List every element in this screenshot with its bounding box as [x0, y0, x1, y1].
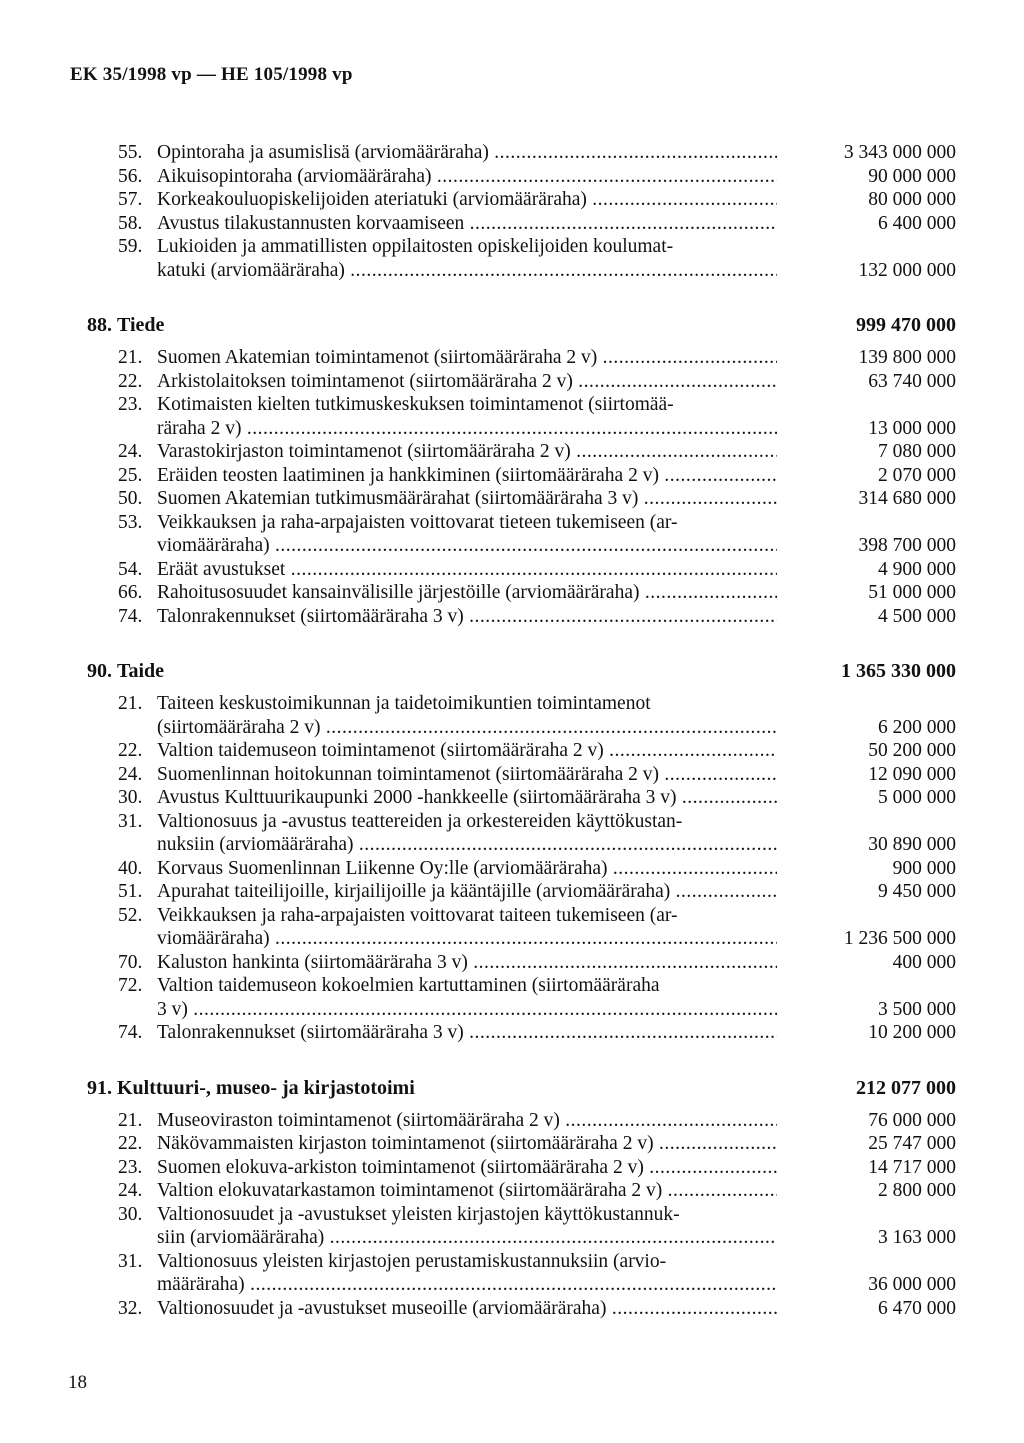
item-description: Arkistolaitoksen toimintamenot (siirtomääräraha 2 v) .....: [157, 370, 777, 394]
item-amount: 1 236 500 000: [843, 928, 956, 949]
item-number: 50.: [118, 488, 143, 509]
budget-item: [0, 235, 1024, 259]
budget-item: [0, 1179, 1024, 1203]
item-description: Suomen Akatemian tutkimusmäärärahat (siirtomääräraha 3 v) .....: [157, 487, 777, 511]
budget-item-continuation: [0, 1226, 1024, 1250]
budget-item: [0, 464, 1024, 488]
item-amount: 7 080 000: [878, 441, 956, 462]
item-description: Avustus tilakustannusten korvaamiseen .....: [157, 212, 777, 236]
item-description: Valtionosuus yleisten kirjastojen perustamiskustannuksiin (arvio-: [157, 1250, 667, 1272]
section-heading: [0, 656, 1024, 686]
item-number: 22.: [118, 740, 143, 761]
item-description: Veikkauksen ja raha-arpajaisten voittovarat taiteen tukemiseen (ar-: [157, 904, 678, 926]
item-amount: 30 890 000: [868, 834, 956, 855]
item-description: katuki (arviomääräraha) .....: [157, 259, 777, 283]
item-number: 58.: [118, 212, 143, 234]
budget-item: [0, 440, 1024, 464]
item-description: Talonrakennukset (siirtomääräraha 3 v) .....: [157, 1021, 777, 1045]
budget-item: [0, 786, 1024, 810]
item-description: Lukioiden ja ammatillisten oppilaitosten opiskelijoiden koulumat-: [157, 236, 674, 257]
item-number: 24.: [118, 1180, 143, 1201]
budget-item-continuation: [0, 259, 1024, 283]
budget-item: [0, 1132, 1024, 1156]
item-description: Näkövammaisten kirjaston toimintamenot (siirtomääräraha 2 v) .....: [157, 1132, 777, 1156]
budget-item-continuation: [0, 1273, 1024, 1297]
budget-item: [0, 1109, 1024, 1133]
item-number: 25.: [118, 464, 143, 486]
budget-item: [0, 904, 1024, 928]
budget-item: [0, 581, 1024, 605]
item-number: 21.: [118, 347, 143, 368]
item-description: Korvaus Suomenlinnan Liikenne Oy:lle (arviomääräraha) .....: [157, 857, 777, 881]
budget-item-continuation: [0, 998, 1024, 1022]
item-amount: 80 000 000: [868, 189, 956, 210]
item-description: Museoviraston toimintamenot (siirtomääräraha 2 v) .....: [157, 1109, 777, 1133]
budget-item: [0, 880, 1024, 904]
item-amount: 90 000 000: [868, 165, 956, 187]
item-description: viomääräraha) .....: [157, 534, 777, 558]
item-number: 21.: [118, 1109, 143, 1131]
section-total: 999 470 000: [856, 314, 956, 336]
budget-item: [0, 188, 1024, 212]
item-number: 31.: [118, 1250, 143, 1272]
budget-item-continuation: [0, 534, 1024, 558]
item-description: Taiteen keskustoimikunnan ja taidetoimikuntien toimintamenot: [157, 693, 651, 714]
item-amount: 3 163 000: [878, 1227, 956, 1248]
item-amount: 2 800 000: [878, 1180, 956, 1201]
item-amount: 139 800 000: [858, 347, 956, 368]
item-number: 40.: [118, 857, 143, 879]
item-amount: 6 470 000: [878, 1297, 956, 1319]
item-amount: 36 000 000: [868, 1274, 956, 1295]
item-amount: 3 343 000 000: [843, 142, 956, 163]
item-description: Avustus Kulttuurikaupunki 2000 -hankkeelle (siirtomääräraha 3 v) .....: [157, 786, 777, 810]
budget-item: [0, 739, 1024, 763]
budget-item: [0, 393, 1024, 417]
item-number: 24.: [118, 441, 143, 462]
item-number: 21.: [118, 693, 143, 714]
section-number: 90.: [87, 660, 112, 682]
item-number: 70.: [118, 951, 143, 973]
budget-item-continuation: [0, 417, 1024, 441]
budget-item: [0, 1156, 1024, 1180]
document-header: EK 35/1998 vp — HE 105/1998 vp: [70, 64, 353, 85]
item-description: Valtionosuus ja -avustus teattereiden ja orkestereiden käyttökustan-: [157, 810, 683, 832]
budget-item: [0, 487, 1024, 511]
item-description: 3 v) .....: [157, 998, 777, 1022]
item-number: 22.: [118, 1133, 143, 1154]
item-amount: 5 000 000: [878, 787, 956, 808]
item-amount: 132 000 000: [858, 259, 956, 281]
item-number: 52.: [118, 904, 143, 926]
budget-item: [0, 212, 1024, 236]
section-number: 91.: [87, 1076, 112, 1099]
item-amount: 25 747 000: [868, 1133, 956, 1154]
item-number: 30.: [118, 787, 143, 808]
section-total: 212 077 000: [856, 1076, 956, 1099]
section-title: Kulttuuri-, museo- ja kirjastotoimi: [117, 1076, 415, 1099]
budget-item: [0, 1203, 1024, 1227]
item-amount: 314 680 000: [858, 488, 956, 509]
item-description: Varastokirjaston toimintamenot (siirtomääräraha 2 v) .....: [157, 440, 777, 464]
item-description: Valtion taidemuseon kokoelmien kartuttaminen (siirtomääräraha: [157, 975, 660, 996]
item-description: Eräät avustukset .....: [157, 558, 777, 582]
item-amount: 14 717 000: [868, 1156, 956, 1178]
item-description: Valtion taidemuseon toimintamenot (siirtomääräraha 2 v) .....: [157, 739, 777, 763]
item-description: määräraha) .....: [157, 1273, 777, 1297]
budget-item-continuation: [0, 716, 1024, 740]
item-amount: 4 900 000: [878, 558, 956, 580]
item-description: Korkeakouluopiskelijoiden ateriatuki (arviomääräraha) .....: [157, 188, 777, 212]
item-description: Opintoraha ja asumislisä (arviomääräraha) .....: [157, 141, 777, 165]
budget-item: [0, 1250, 1024, 1274]
budget-item: [0, 763, 1024, 787]
item-description: Kotimaisten kielten tutkimuskeskuksen toimintamenot (siirtomää-: [157, 394, 674, 415]
budget-item: [0, 558, 1024, 582]
item-description: siin (arviomääräraha) .....: [157, 1226, 777, 1250]
item-number: 74.: [118, 605, 143, 627]
budget-item: [0, 1021, 1024, 1045]
budget-item: [0, 346, 1024, 370]
item-amount: 6 200 000: [878, 716, 956, 738]
budget-item: [0, 605, 1024, 629]
item-description: räraha 2 v) .....: [157, 417, 777, 441]
item-amount: 13 000 000: [868, 417, 956, 439]
item-number: 51.: [118, 881, 143, 902]
item-description: (siirtomääräraha 2 v) .....: [157, 716, 777, 740]
budget-item: [0, 857, 1024, 881]
item-number: 54.: [118, 558, 143, 580]
item-description: Valtionosuudet ja -avustukset museoille (arviomääräraha) .....: [157, 1297, 777, 1321]
section-total: 1 365 330 000: [841, 660, 956, 682]
item-amount: 3 500 000: [878, 998, 956, 1020]
item-description: viomääräraha) .....: [157, 927, 777, 951]
item-number: 22.: [118, 370, 143, 392]
item-number: 56.: [118, 165, 143, 187]
item-number: 30.: [118, 1203, 143, 1225]
item-number: 24.: [118, 763, 143, 785]
item-description: Apurahat taiteilijoille, kirjailijoille ja kääntäjille (arviomääräraha) .....: [157, 880, 777, 904]
item-description: Eräiden teosten laatiminen ja hankkiminen (siirtomääräraha 2 v) .....: [157, 464, 777, 488]
item-amount: 51 000 000: [868, 582, 956, 603]
item-description: Talonrakennukset (siirtomääräraha 3 v) .....: [157, 605, 777, 629]
item-amount: 900 000: [892, 857, 956, 879]
item-number: 32.: [118, 1297, 143, 1319]
item-description: Suomen elokuva-arkiston toimintamenot (siirtomääräraha 2 v) .....: [157, 1156, 777, 1180]
item-description: Valtionosuudet ja -avustukset yleisten kirjastojen käyttökustannuk-: [157, 1203, 680, 1225]
budget-item-continuation: [0, 833, 1024, 857]
item-number: 74.: [118, 1022, 143, 1043]
budget-item: [0, 974, 1024, 998]
item-number: 55.: [118, 142, 143, 163]
item-amount: 9 450 000: [878, 881, 956, 902]
budget-item: [0, 810, 1024, 834]
item-number: 23.: [118, 1156, 143, 1178]
item-number: 57.: [118, 189, 143, 210]
budget-item: [0, 165, 1024, 189]
item-description: Suomenlinnan hoitokunnan toimintamenot (siirtomääräraha 2 v) .....: [157, 763, 777, 787]
item-amount: 2 070 000: [878, 464, 956, 486]
budget-list: [0, 141, 1024, 1320]
item-description: Valtion elokuvatarkastamon toimintamenot (siirtomääräraha 2 v) .....: [157, 1179, 777, 1203]
budget-item: [0, 951, 1024, 975]
section-heading: [0, 1073, 1024, 1103]
item-amount: 50 200 000: [868, 740, 956, 761]
item-amount: 63 740 000: [868, 370, 956, 392]
item-amount: 76 000 000: [868, 1109, 956, 1131]
item-number: 59.: [118, 236, 143, 257]
item-number: 53.: [118, 511, 143, 533]
item-number: 72.: [118, 975, 143, 996]
item-description: Kaluston hankinta (siirtomääräraha 3 v) .....: [157, 951, 777, 975]
item-amount: 10 200 000: [868, 1022, 956, 1043]
item-description: Suomen Akatemian toimintamenot (siirtomääräraha 2 v) .....: [157, 346, 777, 370]
item-description: Veikkauksen ja raha-arpajaisten voittovarat tieteen tukemiseen (ar-: [157, 511, 678, 533]
section-number: 88.: [87, 314, 112, 336]
budget-item: [0, 692, 1024, 716]
item-amount: 4 500 000: [878, 605, 956, 627]
section-heading: [0, 310, 1024, 340]
budget-item: [0, 1297, 1024, 1321]
budget-item: [0, 141, 1024, 165]
page-number: 18: [68, 1372, 87, 1393]
budget-item: [0, 511, 1024, 535]
item-description: nuksiin (arviomääräraha) .....: [157, 833, 777, 857]
item-description: Rahoitusosuudet kansainvälisille järjestöille (arviomääräraha) .....: [157, 581, 777, 605]
item-number: 23.: [118, 394, 143, 415]
item-number: 66.: [118, 582, 143, 603]
item-amount: 400 000: [892, 951, 956, 973]
budget-item-continuation: [0, 927, 1024, 951]
item-number: 31.: [118, 810, 143, 832]
budget-item: [0, 370, 1024, 394]
item-amount: 398 700 000: [858, 535, 956, 556]
section-title: Taide: [117, 660, 165, 682]
item-description: Aikuisopintoraha (arviomääräraha) .....: [157, 165, 777, 189]
item-amount: 12 090 000: [868, 763, 956, 785]
item-amount: 6 400 000: [878, 212, 956, 234]
section-title: Tiede: [117, 314, 165, 336]
